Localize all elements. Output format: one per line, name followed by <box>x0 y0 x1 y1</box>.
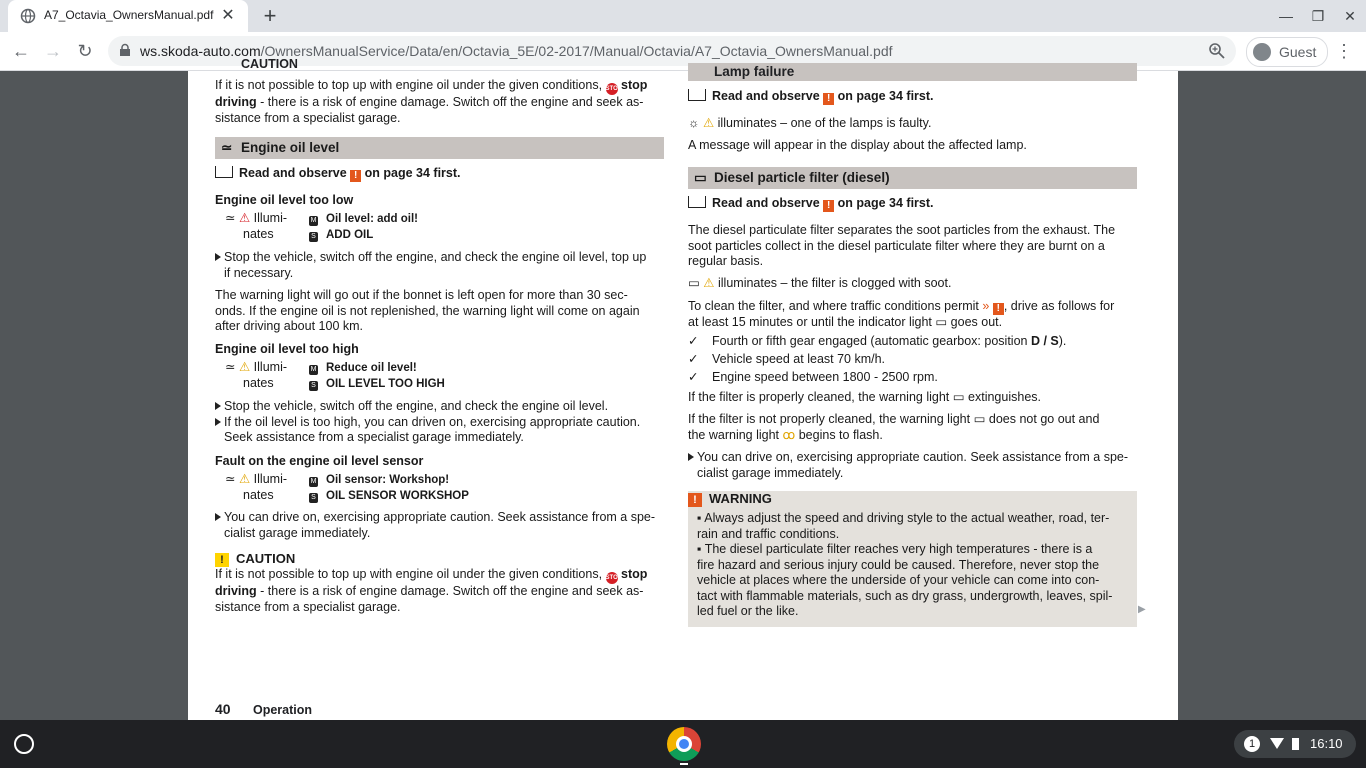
stop-icon: STOP <box>606 572 618 584</box>
display-m-text: Reduce oil level! <box>326 362 417 374</box>
clean-instructions: To clean the filter, and where traffic conditions permit » ! , drive as follows for at least 15 minutes or until the indicator light ▭ goes out. <box>688 299 1115 329</box>
square-bullet-icon: ▪ <box>697 511 702 525</box>
bullet-arrow-icon <box>688 453 694 461</box>
forward-icon[interactable]: → <box>44 41 62 61</box>
warning-box <box>688 491 1137 627</box>
close-window-icon[interactable]: ✕ <box>1344 8 1356 24</box>
dpf-icon: ▭ <box>952 390 965 404</box>
warning-text: led fuel or the like. <box>697 604 799 618</box>
caution-top-driving: driving <box>215 95 257 109</box>
s-icon: S <box>309 381 318 391</box>
check-text: Fourth or fifth gear engaged (automatic gearbox: position <box>712 334 1031 348</box>
bullet-text: You can drive on, exercising appropriate caution. Seek assistance from a spe- <box>697 450 1129 464</box>
back-icon[interactable]: ← <box>12 41 30 61</box>
read-observe-right <box>688 89 934 105</box>
para-line: The diesel particulate filter separates the soot particles from the exhaust. The <box>688 223 1116 237</box>
illum-text: Illumi- <box>253 211 288 225</box>
bullet-arrow-icon <box>215 402 221 410</box>
reload-icon[interactable]: ↻ <box>77 41 93 61</box>
para-line: onds. If the engine oil is not replenished, the warning light will come on again <box>215 303 640 318</box>
tab-strip <box>0 0 1366 32</box>
s-icon: S <box>309 232 318 242</box>
new-tab-button[interactable]: + <box>263 3 277 28</box>
page-section-label: Operation <box>253 703 313 717</box>
bullet-text-2: cialist garage immediately. <box>697 465 844 480</box>
oil-low-indicator <box>225 211 655 242</box>
drive-on-bullet <box>688 450 1137 481</box>
yellow-triangle-icon: ⚠ <box>238 360 251 374</box>
clean-not-ok <box>688 412 1137 443</box>
url-host: ws.skoda-auto.com <box>140 43 261 59</box>
clean-not-end: does not go out and <box>988 412 1100 426</box>
book-icon <box>688 89 706 101</box>
profile-button[interactable] <box>1246 37 1328 67</box>
read-observe-page: on page 34 first. <box>837 89 934 103</box>
chrome-icon-core <box>679 739 689 749</box>
battery-icon <box>1292 738 1299 750</box>
lamp-failure-title: Lamp failure <box>714 64 795 79</box>
caution-title: CAUTION <box>236 551 296 566</box>
clean-line2-end: goes out. <box>950 315 1003 329</box>
check-icon: ✓ <box>688 370 699 384</box>
caution-top-line1: If it is not possible to top up with engine oil under the given conditions, <box>215 78 606 92</box>
clean-line1-end: , drive as follows for <box>1003 299 1115 313</box>
warning-text: vehicle at places where the underside of your vehicle can come into con- <box>697 573 1100 587</box>
read-observe-text: Read and observe <box>712 89 820 103</box>
display-m-text: Oil sensor: Workshop! <box>326 474 450 486</box>
s-icon: S <box>309 493 318 503</box>
warning-icon: ! <box>823 200 834 212</box>
oil-low-paragraph <box>215 288 664 335</box>
dpf-icon: ▭ <box>973 412 986 426</box>
browser-toolbar <box>0 32 1366 71</box>
engine-oil-level-header <box>215 137 664 159</box>
display-s-text: OIL LEVEL TOO HIGH <box>326 377 445 390</box>
continue-arrow-icon: ▶ <box>1138 604 1146 615</box>
warning-icon: ! <box>993 303 1004 315</box>
clean-line1: To clean the filter, and where traffic conditions permit <box>688 299 979 313</box>
clipped-caution-text: CAUTION <box>241 57 298 71</box>
warning-text: fire hazard and serious injury could be caused. Therefore, never stop the <box>697 557 1100 572</box>
oil-high-heading: Engine oil level too high <box>215 342 359 356</box>
book-icon <box>688 196 706 208</box>
oil-low-heading: Engine oil level too low <box>215 193 354 207</box>
caution-top-text <box>215 78 664 126</box>
illum-text: Illumi- <box>253 360 288 374</box>
bullet-text-2: if necessary. <box>224 265 294 280</box>
display-s-text: ADD OIL <box>326 228 374 241</box>
oil-high-bullets <box>215 399 664 446</box>
browser-tab[interactable] <box>8 0 248 32</box>
para-line: The warning light will go out if the bonnet is left open for more than 30 sec- <box>215 288 628 302</box>
warning-text: Always adjust the speed and driving style to the actual weather, road, ter- <box>704 511 1110 525</box>
bullet-arrow-icon <box>215 418 221 426</box>
para-line: regular basis. <box>688 254 764 268</box>
bullet-text: If the oil level is too high, you can driven on, exercising appropriate caution. <box>224 414 641 429</box>
pdf-page <box>188 57 1178 720</box>
clean-not-text: If the filter is not properly cleaned, the warning light <box>688 412 971 426</box>
oil-can-icon: ≃ <box>225 360 236 374</box>
lamp-illuminates <box>688 116 931 132</box>
clean-ok <box>688 390 1041 406</box>
warning-text: rain and traffic conditions. <box>697 526 840 541</box>
book-icon <box>215 166 233 178</box>
yellow-triangle-icon: ⚠ <box>238 472 251 486</box>
section-title: Diesel particle filter (diesel) <box>714 170 890 185</box>
minimize-icon[interactable]: — <box>1279 8 1293 24</box>
section-title: Engine oil level <box>241 140 340 155</box>
caution-box <box>215 551 664 615</box>
clean-not-end-2: begins to flash. <box>798 427 883 442</box>
warning-items <box>697 511 1133 620</box>
close-tab-icon[interactable]: ✕ <box>221 7 235 24</box>
clean-line2: at least 15 minutes or until the indicator light <box>688 315 932 329</box>
oil-sensor-bullet <box>215 510 664 541</box>
check-text-end: ). <box>1058 334 1067 348</box>
warning-icon: ! <box>688 493 702 507</box>
oil-can-icon: ≃ <box>225 211 236 225</box>
oil-can-icon: ≃ <box>225 472 236 486</box>
illum-text-2: nates <box>243 487 274 502</box>
m-icon: M <box>310 217 317 224</box>
launcher-icon[interactable] <box>14 734 34 754</box>
dpf-description <box>688 223 1137 270</box>
dpf-illum-text: illuminates – the filter is clogged with soot. <box>718 276 952 290</box>
glow-plug-icon: ꝏ <box>782 427 796 442</box>
caution-line2: - there is a risk of engine damage. Switch off the engine and seek as- <box>256 584 644 598</box>
read-observe-page: on page 34 first. <box>837 196 934 210</box>
yellow-triangle-icon: ⚠ <box>703 276 715 290</box>
lamp-illum-text: illuminates – one of the lamps is faulty. <box>717 116 932 130</box>
wifi-icon <box>1270 738 1284 749</box>
lamp-failure-bar <box>688 63 1137 81</box>
square-bullet-icon: ▪ <box>697 542 702 556</box>
illum-text-2: nates <box>243 226 274 241</box>
clean-ok-end: extinguishes. <box>968 390 1041 404</box>
caution-line1: If it is not possible to top up with engine oil under the given conditions, <box>215 567 606 581</box>
warning-icon: ! <box>350 170 361 182</box>
notification-badge: 1 <box>1244 736 1260 752</box>
para-line: soot particles collect in the diesel particulate filter where they are burnt on a <box>688 238 1105 253</box>
bullet-text: Stop the vehicle, switch off the engine, and check the engine oil level. <box>224 399 609 413</box>
read-observe-right-2 <box>688 196 934 212</box>
clipped-caution-heading <box>215 57 664 76</box>
red-triangle-icon: ⚠ <box>238 211 251 225</box>
warning-title: WARNING <box>709 491 772 506</box>
warning-header <box>688 491 772 507</box>
lamp-message: A message will appear in the display about the affected lamp. <box>688 138 1027 152</box>
display-s-text: OIL SENSOR WORKSHOP <box>326 489 469 502</box>
illum-text: Illumi- <box>253 472 288 486</box>
read-observe-text: Read and observe <box>712 196 820 210</box>
caution-line3: sistance from a specialist garage. <box>215 599 401 614</box>
oil-low-bullet <box>215 250 664 281</box>
bullet-text: Stop the vehicle, switch off the engine, and check the engine oil level, top up <box>224 250 647 264</box>
caution-top-line3: sistance from a specialist garage. <box>215 110 401 125</box>
globe-icon <box>20 8 36 24</box>
bullet-arrow-icon <box>215 253 221 261</box>
bullet-text: You can drive on, exercising appropriate caution. Seek assistance from a spe- <box>224 510 656 524</box>
oil-sensor-indicator <box>225 472 655 503</box>
status-tray[interactable] <box>1234 730 1356 758</box>
running-indicator <box>680 763 688 765</box>
bullet-arrow-icon <box>215 513 221 521</box>
display-m-text: Oil level: add oil! <box>326 213 419 225</box>
warning-text: The diesel particulate filter reaches very high temperatures - there is a <box>704 542 1093 556</box>
dpf-illuminates <box>688 276 951 292</box>
clean-ok-text: If the filter is properly cleaned, the warning light <box>688 390 950 404</box>
m-icon: M <box>310 366 317 373</box>
illum-text-2: nates <box>243 375 274 390</box>
warning-text: tact with flammable materials, such as dry grass, undergrowth, leaves, spil- <box>697 588 1113 603</box>
check-text: Vehicle speed at least 70 km/h. <box>712 352 886 366</box>
lamp-icon: ☼ <box>688 116 700 130</box>
check-icon: ✓ <box>688 334 699 348</box>
lock-icon <box>120 44 130 56</box>
profile-label: Guest <box>1279 44 1317 60</box>
yellow-triangle-icon: ⚠ <box>702 116 715 130</box>
restore-icon[interactable]: ❐ <box>1311 8 1325 24</box>
dpf-icon: ▭ <box>688 276 700 290</box>
read-observe-page: on page 34 first. <box>364 166 461 180</box>
bullet-text-2: cialist garage immediately. <box>224 525 371 540</box>
check-text: Engine speed between 1800 - 2500 rpm. <box>712 370 938 384</box>
menu-icon[interactable]: ⋮ <box>1335 41 1353 61</box>
caution-top-line2: - there is a risk of engine damage. Switch off the engine and seek as- <box>256 95 644 109</box>
caution-stop: stop <box>621 567 648 581</box>
zoom-icon[interactable] <box>1208 42 1226 60</box>
oil-sensor-fault-heading: Fault on the engine oil level sensor <box>215 454 424 468</box>
url-path: /OwnersManualService/Data/en/Octavia_5E/02-2017/Manual/Octavia/A7_Octavia_OwnersManual.pdf <box>260 43 893 59</box>
clean-not-text-2: the warning light <box>688 427 780 442</box>
caution-driving: driving <box>215 584 257 598</box>
oil-high-indicator <box>225 360 655 391</box>
para-line: after driving about 100 km. <box>215 319 363 333</box>
avatar-icon <box>1253 43 1271 61</box>
caution-top-stop: stop <box>621 78 648 92</box>
check-icon: ✓ <box>688 352 699 366</box>
dpf-icon: ▭ <box>935 315 948 329</box>
checklist <box>688 332 1137 386</box>
read-observe-left <box>215 166 461 182</box>
check-text-bold: D / S <box>1030 334 1059 348</box>
caution-icon: ! <box>215 553 229 567</box>
stop-icon: STOP <box>606 83 618 95</box>
oil-can-icon: ≃ <box>221 140 233 155</box>
tab-title: A7_Octavia_OwnersManual.pdf <box>44 8 214 22</box>
dpf-header <box>688 167 1137 189</box>
dpf-icon: ▭ <box>694 170 707 185</box>
page-number: 40 <box>215 701 231 717</box>
clock: 16:10 <box>1310 736 1343 751</box>
read-observe-text: Read and observe <box>239 166 347 180</box>
m-icon: M <box>310 478 317 485</box>
warning-icon: ! <box>823 93 834 105</box>
bullet-text-2: Seek assistance from a specialist garage immediately. <box>224 430 524 444</box>
chrome-icon[interactable] <box>667 727 701 761</box>
